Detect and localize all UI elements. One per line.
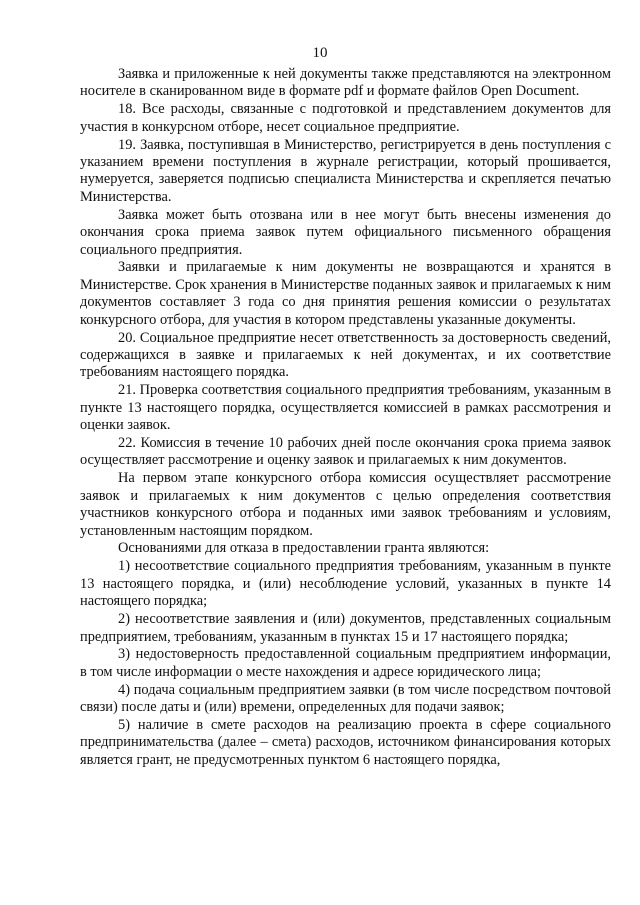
paragraph-refusal-grounds: Основаниями для отказа в предоставлении гранта являются: [118,540,490,557]
list-item-3: 3) недостоверность предоставленной социальным предприятием информации, в том числе информации о месте нахождения и адресе юридического лица; [80,646,611,680]
paragraph-first-stage: На первом этапе конкурсного отбора комиссия осуществляет рассмотрение заявок и прилагаемых к ним документов с целью определения соответствия участников конкурсного отбора и поданных ими заявок требованиям и условиям, установленным настоящим порядком. [80,470,611,539]
paragraph-withdrawal: Заявка может быть отозвана или в нее могут быть внесены изменения до окончания срока приема заявок путем официального письменного обращения социального предприятия. [80,206,611,258]
list-item-2: 2) несоответствие заявления и (или) документов, представленных социальным предприятием, требованиям, указанным в пунктах 15 и 17 настоящего порядка; [80,611,611,645]
page-number: 10 [312,45,328,61]
paragraph-electronic-copy: Заявка и приложенные к ней документы также представляются на электронном носителе в сканированном виде в формате pdf и формате файлов Open Document. [80,66,611,100]
list-item-5: 5) наличие в смете расходов на реализацию проекта в сфере социального предпринимательства (далее – смета) расходов, источником финансирования которых является грант, не предусмотренных пунктом 6 настоящего порядка, [80,717,611,768]
list-item-1: 1) несоответствие социального предприятия требованиям, указанным в пункте 13 настоящего порядка, и (или) несоблюдение условий, указанных в пункте 14 настоящего порядка; [80,558,611,610]
paragraph-22-review: 22. Комиссия в течение 10 рабочих дней после окончания срока приема заявок осуществляет рассмотрение и оценку заявок и прилагаемых к ним документов. [80,435,611,469]
paragraph-20-responsibility: 20. Социальное предприятие несет ответственность за достоверность сведений, содержащихся в заявке и прилагаемых к ней документах, и их соответствие требованиям настоящего порядка. [80,329,611,381]
paragraph-21-verification: 21. Проверка соответствия социального предприятия требованиям, указанным в пункте 13 настоящего порядка, осуществляется комиссией в рамках рассмотрения и оценки заявок. [80,382,611,434]
document-body [80,66,611,769]
list-item-4: 4) подача социальным предприятием заявки (в том числе посредством почтовой связи) после даты и (или) времени, определенных для подачи заявок; [80,681,611,716]
paragraph-19-registration: 19. Заявка, поступившая в Министерство, регистрируется в день поступления с указанием времени поступления в журнале регистрации, который прошивается, нумеруется, заверяется подписью специалиста Министерства и скрепляется печатью Министерства. [80,136,611,205]
paragraph-storage: Заявки и прилагаемые к ним документы не возвращаются и хранятся в Министерстве. Срок хранения в Министерстве поданных заявок и прилагаемых к ним документов составляет 3 года со дня принятия решения комиссии о результатах конкурсного отбора, для участия в котором представлены указанные документы. [80,259,611,328]
paragraph-18-expenses: 18. Все расходы, связанные с подготовкой и представлением документов для участия в конкурсном отборе, несет социальное предприятие. [80,101,611,135]
